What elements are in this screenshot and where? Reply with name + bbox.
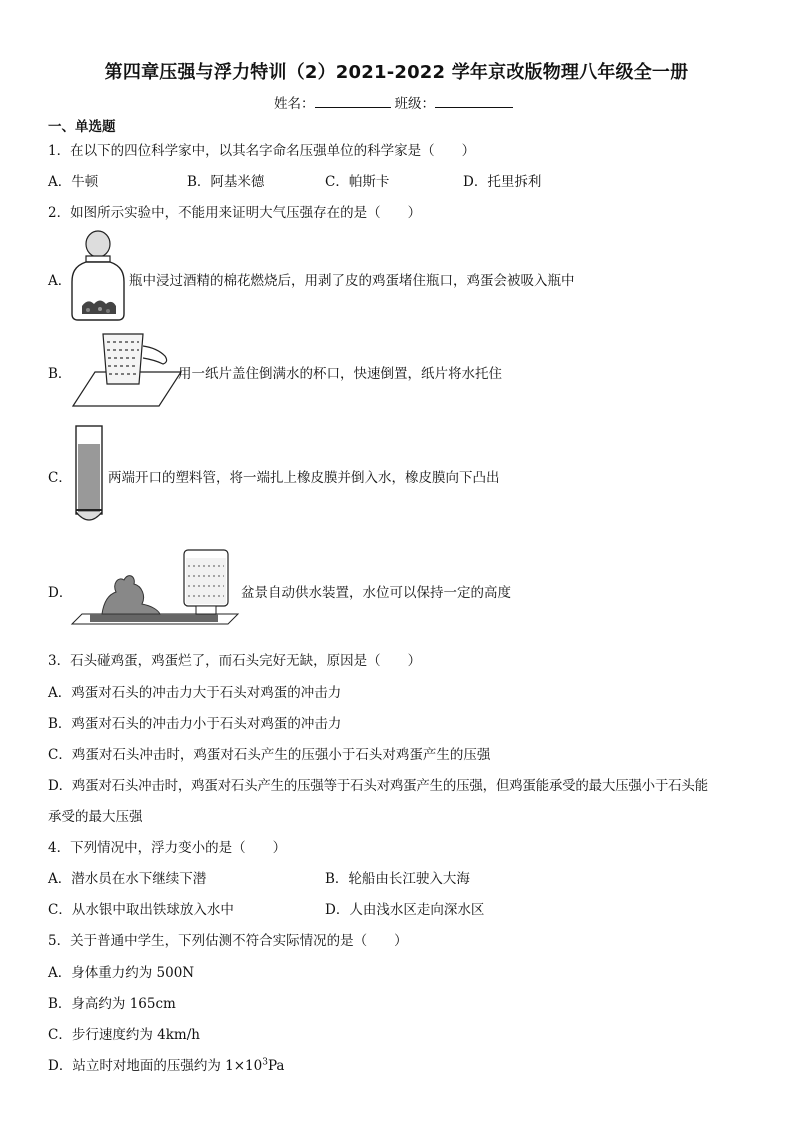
- q3-option-c: C．鸡蛋对石头冲击时，鸡蛋对石头产生的压强小于石头对鸡蛋产生的压强: [48, 747, 491, 763]
- name-class-row: [274, 92, 513, 112]
- q1-option-c: C．帕斯卡: [325, 174, 390, 190]
- q1-option-a: A．牛顿: [48, 174, 99, 190]
- bonsai-water-icon: [72, 544, 238, 632]
- q1-option-d: D．托里拆利: [463, 174, 542, 190]
- q2-option-a-text: 瓶中浸过酒精的棉花燃烧后，用剥了皮的鸡蛋堵住瓶口，鸡蛋会被吸入瓶中: [129, 273, 575, 289]
- q2-stem: 2．如图所示实验中，不能用来证明大气压强存在的是（ ）: [48, 205, 422, 221]
- q1-stem: 1．在以下的四位科学家中，以其名字命名压强单位的科学家是（ ）: [48, 143, 476, 159]
- class-label: 班级：: [394, 96, 435, 112]
- q2-option-c-letter: C．: [48, 470, 72, 486]
- q4-option-b: B．轮船由长江驶入大海: [325, 871, 470, 887]
- cup-paper-icon: [73, 332, 181, 410]
- q4-option-c: C．从水银中取出铁球放入水中: [48, 902, 234, 918]
- q2-option-d-letter: D．: [48, 585, 73, 601]
- q2-option-d-text: 盆景自动供水装置，水位可以保持一定的高度: [241, 585, 511, 601]
- q2-option-a-letter: A．: [48, 273, 72, 289]
- q2-option-b-letter: B．: [48, 366, 72, 382]
- q5-option-d: [48, 1054, 284, 1074]
- q5-stem: 5．关于普通中学生，下列估测不符合实际情况的是（ ）: [48, 933, 408, 949]
- q4-stem: 4．下列情况中，浮力变小的是（ ）: [48, 840, 287, 856]
- q5-option-d-exponent: 3: [262, 1057, 268, 1068]
- q3-option-d: D．鸡蛋对石头冲击时，鸡蛋对石头产生的压强等于石头对鸡蛋产生的压强，但鸡蛋能承受的最大压强小于石头能: [48, 778, 708, 794]
- q4-option-d: D．人由浅水区走向深水区: [325, 902, 485, 918]
- q1-option-b: B．阿基米德: [187, 174, 265, 190]
- q5-option-a: A．身体重力约为 500N: [48, 965, 195, 981]
- class-blank[interactable]: [435, 95, 513, 108]
- q3-stem: 3．石头碰鸡蛋，鸡蛋烂了，而石头完好无缺，原因是（ ）: [48, 653, 422, 669]
- name-blank[interactable]: [315, 95, 391, 108]
- q3-option-a: A．鸡蛋对石头的冲击力大于石头对鸡蛋的冲击力: [48, 685, 342, 701]
- section-heading: 一、单选题: [48, 119, 116, 135]
- q3-option-b: B．鸡蛋对石头的冲击力小于石头对鸡蛋的冲击力: [48, 716, 342, 732]
- q5-option-c: C．步行速度约为 4km/h: [48, 1027, 200, 1043]
- q5-option-d-main: D．站立时对地面的压强约为 1×10: [48, 1058, 263, 1074]
- q4-option-a: A．潜水员在水下继续下潜: [48, 871, 207, 887]
- q5-option-d-unit: Pa: [267, 1058, 285, 1074]
- tube-membrane-icon: [73, 424, 105, 526]
- q5-option-b: B．身高约为 165cm: [48, 996, 176, 1012]
- name-label: 姓名：: [274, 96, 315, 112]
- q3-option-d-continued: 承受的最大压强: [48, 809, 143, 825]
- bottle-egg-icon: [68, 230, 128, 322]
- q2-option-c-text: 两端开口的塑料管，将一端扎上橡皮膜并倒入水，橡皮膜向下凸出: [108, 470, 500, 486]
- page-title: 第四章压强与浮力特训（2）2021-2022 学年京改版物理八年级全一册: [104, 62, 689, 83]
- q2-option-b-text: 用一纸片盖住倒满水的杯口，快速倒置，纸片将水托住: [178, 366, 502, 382]
